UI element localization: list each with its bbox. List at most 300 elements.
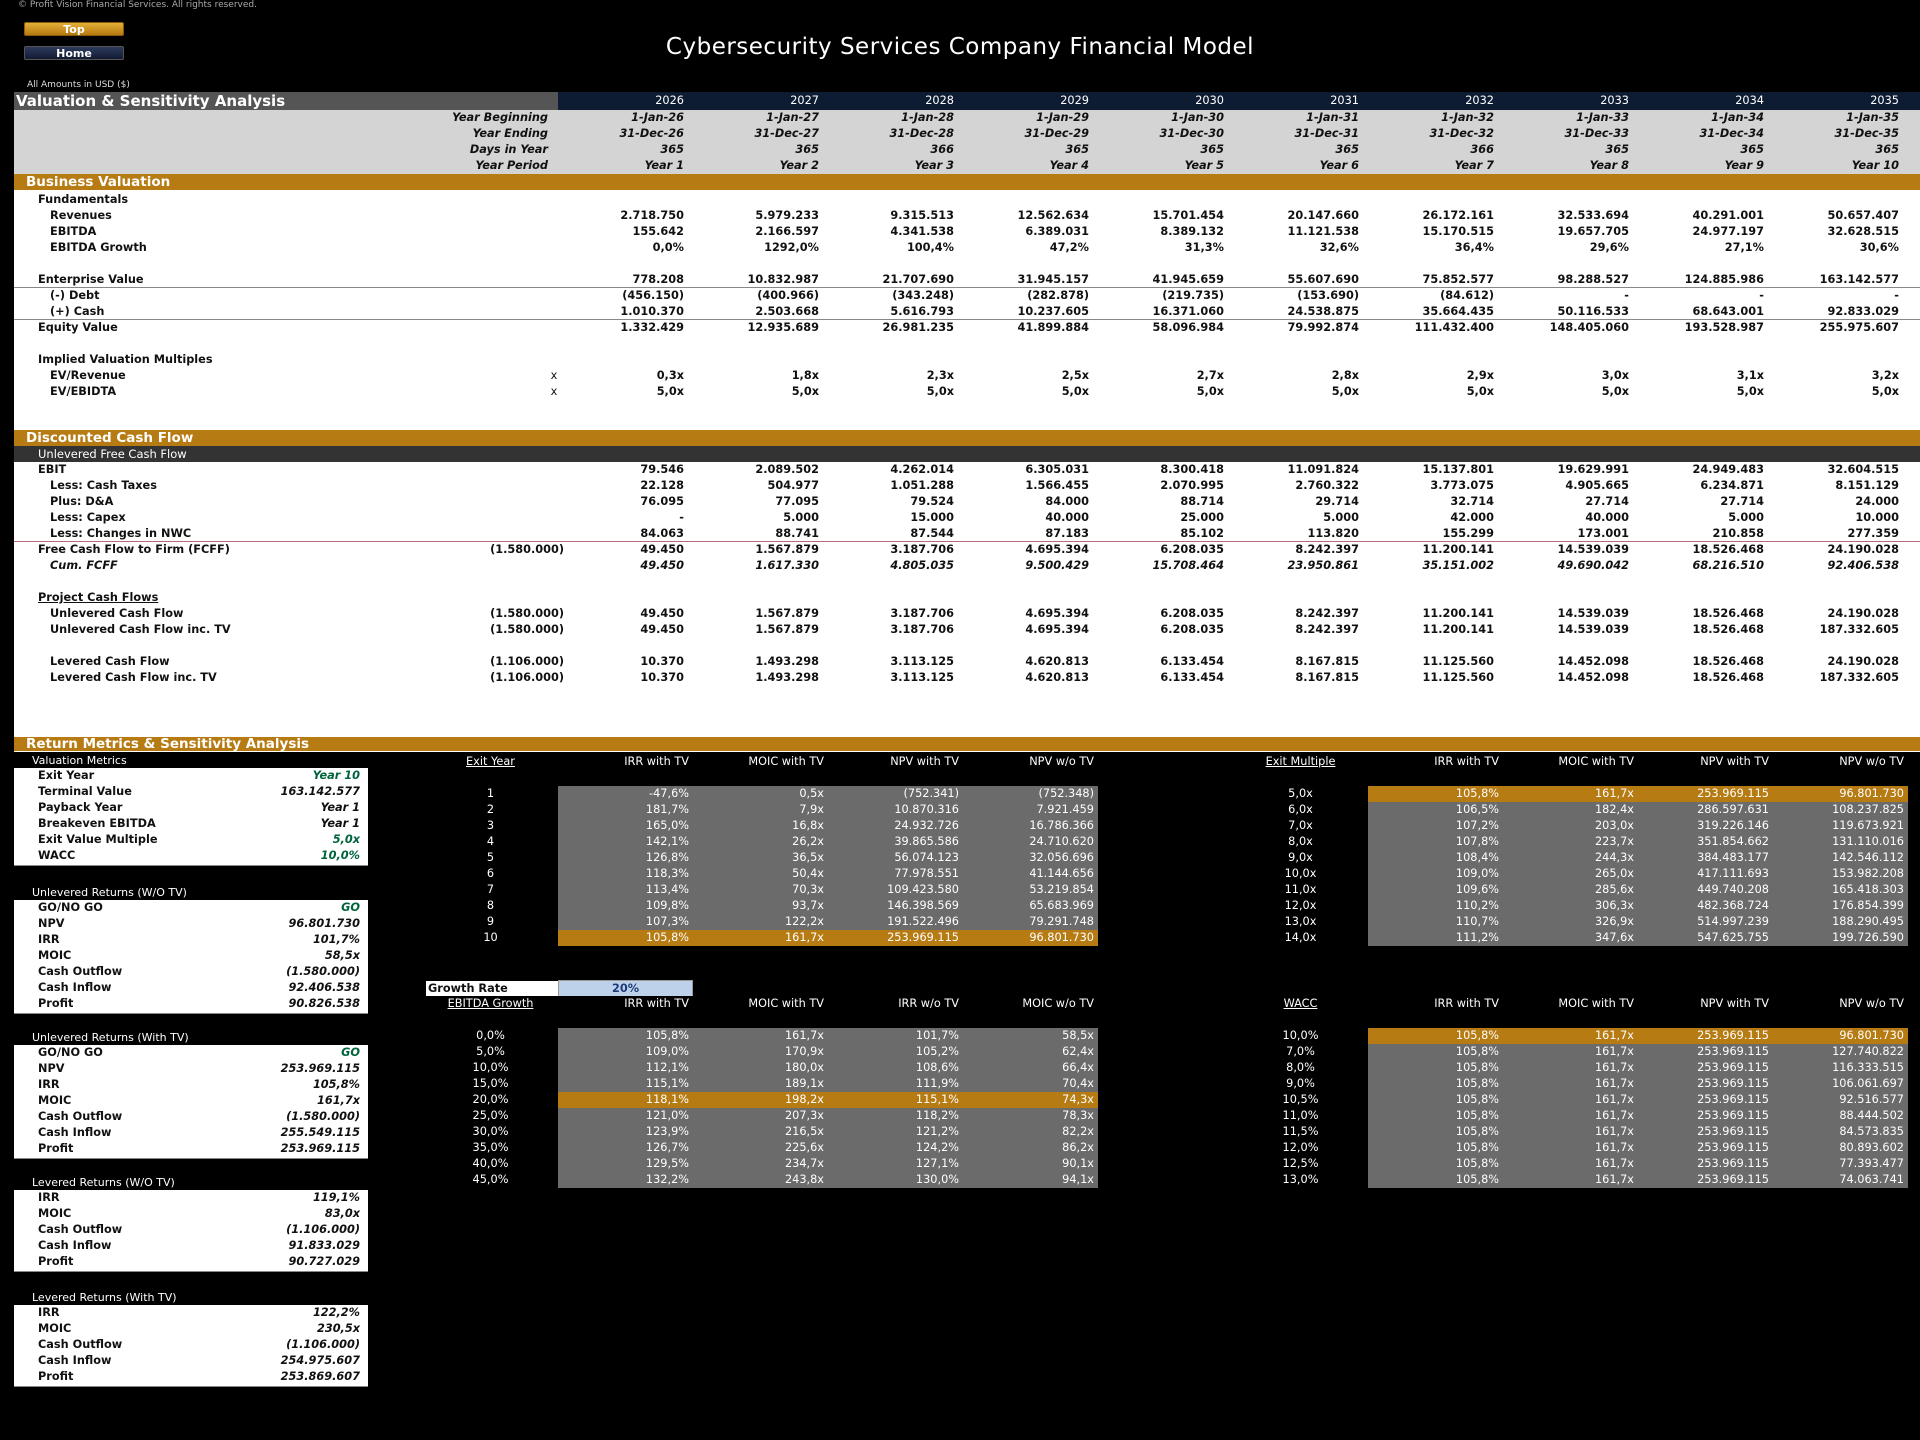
table-cell: 10,0% — [1282, 1029, 1319, 1042]
value-cell: 11.091.824 — [1287, 463, 1359, 476]
value-cell: 1-Jan-32 — [1441, 111, 1494, 124]
table-cell: 35,0% — [472, 1141, 509, 1154]
value-cell: 2,8x — [1331, 369, 1359, 382]
value-cell: 1-Jan-33 — [1576, 111, 1629, 124]
column-header: NPV with TV — [890, 755, 959, 768]
value-cell: 5.616.793 — [890, 305, 954, 318]
period-row — [14, 142, 1920, 158]
value-cell: 27.714 — [1720, 495, 1764, 508]
cash-row — [14, 304, 1920, 320]
metric-row — [14, 1061, 368, 1077]
value-cell: 50.116.533 — [1557, 305, 1629, 318]
value-cell: 2.503.668 — [755, 305, 819, 318]
value-cell: 49.450 — [640, 559, 684, 572]
value-cell: 6.133.454 — [1160, 671, 1224, 684]
table-cell: 106,5% — [1455, 803, 1499, 816]
year-label: 2034 — [1735, 94, 1764, 107]
value-cell: 35.151.002 — [1422, 559, 1494, 572]
value-cell: 0,3x — [656, 369, 684, 382]
value-cell: 10.000 — [1855, 511, 1899, 524]
metric-value: GO — [341, 901, 360, 914]
metric-row — [14, 1045, 368, 1061]
metric-row — [14, 800, 368, 816]
table-cell: 11,0x — [1284, 883, 1317, 896]
table-cell: 109,0% — [645, 1045, 689, 1058]
table-cell: 107,8% — [1455, 835, 1499, 848]
value-cell: 3,2x — [1871, 369, 1899, 382]
column-header: MOIC with TV — [748, 755, 824, 768]
metric-label: Profit — [38, 1370, 74, 1383]
value-cell: 10.370 — [640, 655, 684, 668]
table-cell: 253.969.115 — [1697, 1141, 1769, 1154]
cum-fcff-row — [14, 558, 1920, 574]
metric-label: Exit Year — [38, 769, 95, 782]
value-cell: 6.133.454 — [1160, 655, 1224, 668]
growth-rate-label: Growth Rate — [426, 981, 570, 997]
section-header-label: Business Valuation — [26, 174, 171, 190]
adjustment-row — [14, 478, 1920, 494]
metric-row — [14, 832, 368, 848]
metric-value: 163.142.577 — [280, 785, 360, 798]
value-cell: 15.701.454 — [1152, 209, 1224, 222]
table-cell: 7,0x — [1288, 819, 1313, 832]
value-cell: 155.299 — [1442, 527, 1494, 540]
value-cell: 366 — [1470, 143, 1494, 156]
table-cell: 351.854.662 — [1697, 835, 1769, 848]
value-cell: 3.187.706 — [890, 623, 954, 636]
table-cell: 124,2% — [915, 1141, 959, 1154]
period-label: Days in Year — [469, 143, 548, 156]
section-header-label: Return Metrics & Sensitivity Analysis — [26, 736, 310, 752]
table-cell: 93,7x — [792, 899, 824, 912]
table-cell: 12,0x — [1284, 899, 1317, 912]
value-cell: 75.852.577 — [1422, 273, 1494, 286]
value-cell: 6.208.035 — [1160, 543, 1224, 556]
value-cell: (400.966) — [757, 289, 819, 302]
table-cell: 118,1% — [645, 1093, 689, 1106]
metric-label: GO/NO GO — [38, 901, 103, 914]
value-cell: 1.010.370 — [620, 305, 684, 318]
metric-value: GO — [341, 1046, 360, 1059]
value-cell: - — [679, 511, 684, 524]
value-cell: 2.089.502 — [755, 463, 819, 476]
value-cell: 14.452.098 — [1557, 671, 1629, 684]
value-cell: 2.070.995 — [1160, 479, 1224, 492]
value-cell: 2,7x — [1196, 369, 1224, 382]
page-title: Cybersecurity Services Company Financial Model — [665, 34, 1255, 60]
value-cell: 49.690.042 — [1557, 559, 1629, 572]
table-cell: 161,7x — [1594, 1093, 1634, 1106]
value-cell: 92.406.538 — [1827, 559, 1899, 572]
table-cell: 7,0% — [1286, 1045, 1315, 1058]
value-cell: 365 — [1605, 143, 1629, 156]
table-cell: 176.854.399 — [1832, 899, 1904, 912]
table-cell: 126,8% — [645, 851, 689, 864]
value-cell: 32.714 — [1450, 495, 1494, 508]
value-cell: (343.248) — [892, 289, 954, 302]
row-label: Revenues — [50, 209, 112, 222]
value-cell: 2.718.750 — [620, 209, 684, 222]
metric-value: 230,5x — [316, 1322, 360, 1335]
metric-row — [14, 1369, 368, 1385]
metric-row — [14, 1254, 368, 1270]
metric-value: 10,0% — [320, 849, 360, 862]
column-header: Exit Multiple — [1265, 755, 1336, 768]
value-cell: 31-Dec-30 — [1159, 127, 1224, 140]
value-cell: 11.200.141 — [1422, 607, 1494, 620]
value-cell: 8.242.397 — [1295, 607, 1359, 620]
value-cell: 365 — [1335, 143, 1359, 156]
value-cell: (219.735) — [1162, 289, 1224, 302]
table-cell: 306,3x — [1594, 899, 1634, 912]
value-cell: 1.566.455 — [1025, 479, 1089, 492]
table-cell: 16.786.366 — [1029, 819, 1094, 832]
table-cell: 101,7% — [915, 1029, 959, 1042]
pcf-title — [14, 590, 1920, 606]
value-cell: 365 — [1740, 143, 1764, 156]
value-cell: 14.539.039 — [1557, 607, 1629, 620]
value-cell: 1-Jan-27 — [766, 111, 819, 124]
value-cell: 4.695.394 — [1025, 607, 1089, 620]
table-cell: 53.219.854 — [1029, 883, 1094, 896]
table-cell: 347,6x — [1594, 931, 1634, 944]
ebit-row — [14, 462, 1920, 478]
metric-label: Cash Inflow — [38, 1354, 112, 1367]
table-cell: 161,7x — [1594, 1061, 1634, 1074]
column-header: NPV with TV — [1700, 755, 1769, 768]
metric-label: Cash Inflow — [38, 1239, 112, 1252]
table-cell: 482.368.724 — [1697, 899, 1769, 912]
table-cell: 90,1x — [1062, 1157, 1094, 1170]
value-cell: 124.885.986 — [1684, 273, 1764, 286]
metric-row — [14, 848, 368, 864]
table-cell: 45,0% — [472, 1173, 509, 1186]
table-cell: 112,1% — [645, 1061, 689, 1074]
metric-row — [14, 1125, 368, 1141]
panel-divider — [14, 1157, 368, 1159]
dcf-header — [14, 430, 1920, 446]
table-cell: 105,8% — [1455, 1157, 1499, 1170]
business-valuation-header — [14, 174, 1920, 190]
value-cell: 9.315.513 — [890, 209, 954, 222]
metric-label: MOIC — [38, 1322, 72, 1335]
value-cell: 4.695.394 — [1025, 623, 1089, 636]
initial-cell: (1.580.000) — [490, 543, 564, 556]
value-cell: 8.167.815 — [1295, 671, 1359, 684]
metric-label: Cash Outflow — [38, 1223, 123, 1236]
value-cell: Year 5 — [1184, 159, 1224, 172]
table-cell: 253.969.115 — [1697, 1045, 1769, 1058]
row-label: Unlevered Cash Flow — [50, 607, 184, 620]
row-label: Unlevered Cash Flow inc. TV — [50, 623, 231, 636]
column-header: IRR with TV — [1434, 997, 1499, 1010]
table-cell: 40,0% — [472, 1157, 509, 1170]
metrics-panel — [14, 754, 368, 866]
row-label: EBIT — [38, 463, 67, 476]
value-cell: 1292,0% — [764, 241, 819, 254]
table-cell: 8 — [486, 899, 495, 912]
top-button[interactable]: Top — [24, 22, 124, 36]
period-label: Year Beginning — [452, 111, 548, 124]
table-cell: 105,8% — [1455, 1029, 1499, 1042]
row-label: Less: Capex — [50, 511, 126, 524]
table-cell: 244,3x — [1594, 851, 1634, 864]
table-cell: 74.063.741 — [1839, 1173, 1904, 1186]
table-cell: 4 — [486, 835, 495, 848]
table-cell: 161,7x — [1594, 1173, 1634, 1186]
column-header: NPV with TV — [1700, 997, 1769, 1010]
lcf-row — [14, 670, 1920, 686]
value-cell: 11.125.560 — [1422, 671, 1494, 684]
value-cell: 1.567.879 — [755, 623, 819, 636]
metric-label: Profit — [38, 1142, 74, 1155]
debt-row — [14, 288, 1920, 304]
value-cell: 32,6% — [1319, 241, 1359, 254]
value-cell: 5.000 — [1323, 511, 1359, 524]
table-cell: 115,1% — [915, 1093, 959, 1106]
value-cell: 113.820 — [1307, 527, 1359, 540]
metric-row — [14, 1238, 368, 1254]
metric-value: 119,1% — [312, 1191, 360, 1204]
period-row — [14, 158, 1920, 174]
table-cell: 106.061.697 — [1832, 1077, 1904, 1090]
metric-label: Exit Value Multiple — [38, 833, 158, 846]
table-cell: 77.978.551 — [894, 867, 959, 880]
value-cell: 30,6% — [1859, 241, 1899, 254]
table-cell: 116.333.515 — [1832, 1061, 1904, 1074]
value-cell: 1,8x — [791, 369, 819, 382]
value-cell: 84.063 — [640, 527, 684, 540]
column-header: NPV w/o TV — [1839, 755, 1904, 768]
table-cell: 161,7x — [1594, 787, 1634, 800]
value-cell: Year 8 — [1589, 159, 1629, 172]
metric-label: Cash Outflow — [38, 1110, 123, 1123]
value-cell: Year 1 — [644, 159, 684, 172]
value-cell: 26.981.235 — [882, 321, 954, 334]
table-cell: 253.969.115 — [1697, 1109, 1769, 1122]
row-label: EBITDA Growth — [50, 241, 147, 254]
value-cell: 49.450 — [640, 543, 684, 556]
year-label: 2028 — [925, 94, 954, 107]
table-cell: 191.522.496 — [887, 915, 959, 928]
value-cell: 2.166.597 — [755, 225, 819, 238]
value-cell: 5,0x — [1871, 385, 1899, 398]
value-cell: 79.546 — [640, 463, 684, 476]
table-cell: 36,5x — [792, 851, 824, 864]
table-cell: 223,7x — [1594, 835, 1634, 848]
table-cell: 121,2% — [915, 1125, 959, 1138]
table-cell: 9 — [486, 915, 495, 928]
year-label: 2027 — [790, 94, 819, 107]
value-cell: 15.170.515 — [1422, 225, 1494, 238]
period-label: Year Ending — [472, 127, 548, 140]
table-cell: 129,5% — [645, 1157, 689, 1170]
metric-value: 58,5x — [324, 949, 360, 962]
pcf-row — [14, 606, 1920, 622]
metric-value: 90.727.029 — [288, 1255, 360, 1268]
table-cell: 7.921.459 — [1036, 803, 1094, 816]
value-cell: 366 — [930, 143, 954, 156]
value-cell: 365 — [1200, 143, 1224, 156]
metrics-panel — [14, 1176, 368, 1272]
value-cell: 29,6% — [1589, 241, 1629, 254]
value-cell: 18.526.468 — [1692, 623, 1764, 636]
table-cell: 234,7x — [784, 1157, 824, 1170]
table-cell: 109,6% — [1455, 883, 1499, 896]
row-label: Implied Valuation Multiples — [38, 353, 213, 366]
table-cell: 58,5x — [1062, 1029, 1094, 1042]
metric-value: 96.801.730 — [288, 917, 360, 930]
value-cell: Year 10 — [1851, 159, 1899, 172]
value-cell: 24.538.875 — [1287, 305, 1359, 318]
value-cell: 3.187.706 — [890, 543, 954, 556]
year-header-row — [14, 92, 1920, 110]
data-row — [14, 208, 1920, 224]
metric-value: 90.826.538 — [288, 997, 360, 1010]
metric-row — [14, 784, 368, 800]
table-cell: 39.865.586 — [894, 835, 959, 848]
metrics-panel — [14, 1291, 368, 1387]
table-cell: 10.870.316 — [894, 803, 959, 816]
table-cell: 32.056.696 — [1029, 851, 1094, 864]
value-cell: 11.121.538 — [1287, 225, 1359, 238]
value-cell: 365 — [1065, 143, 1089, 156]
column-header: IRR with TV — [624, 755, 689, 768]
value-cell: Year 9 — [1724, 159, 1764, 172]
panel-divider — [14, 1270, 368, 1272]
value-cell: 24.000 — [1855, 495, 1899, 508]
table-cell: 9,0x — [1288, 851, 1313, 864]
value-cell: 10.370 — [640, 671, 684, 684]
table-cell: 70,3x — [792, 883, 824, 896]
metric-row — [14, 1077, 368, 1093]
table-cell: 146.398.569 — [887, 899, 959, 912]
table-cell: 253.969.115 — [1697, 1061, 1769, 1074]
value-cell: 68.216.510 — [1692, 559, 1764, 572]
panel-title: Levered Returns (With TV) — [14, 1291, 368, 1305]
value-cell: 19.657.705 — [1557, 225, 1629, 238]
metric-value: 253.969.115 — [280, 1062, 360, 1075]
value-cell: 1.493.298 — [755, 671, 819, 684]
table-cell: 170,9x — [784, 1045, 824, 1058]
row-label: Fundamentals — [38, 193, 129, 206]
value-cell: 32.628.515 — [1827, 225, 1899, 238]
value-cell: 12.562.634 — [1017, 209, 1089, 222]
value-cell: 5.000 — [783, 511, 819, 524]
panel-divider — [14, 864, 368, 866]
table-cell: 118,2% — [915, 1109, 959, 1122]
metric-value: 255.549.115 — [280, 1126, 360, 1139]
year-label: 2032 — [1465, 94, 1494, 107]
sensitivity-table-wacc — [1233, 996, 1908, 1188]
value-cell: 1-Jan-30 — [1171, 111, 1224, 124]
value-cell: 31.945.157 — [1017, 273, 1089, 286]
year-label: 2033 — [1600, 94, 1629, 107]
data-row — [14, 224, 1920, 240]
value-cell: 35.664.435 — [1422, 305, 1494, 318]
value-cell: Year 3 — [914, 159, 954, 172]
value-cell: 1-Jan-29 — [1036, 111, 1089, 124]
unit-cell: x — [550, 369, 558, 382]
metric-label: Terminal Value — [38, 785, 132, 798]
table-cell: 111,2% — [1455, 931, 1499, 944]
value-cell: 14.452.098 — [1557, 655, 1629, 668]
pcf-row — [14, 622, 1920, 638]
table-cell: 12,5% — [1282, 1157, 1319, 1170]
value-cell: 31-Dec-32 — [1429, 127, 1494, 140]
table-cell: 132,2% — [645, 1173, 689, 1186]
value-cell: 5,0x — [1331, 385, 1359, 398]
value-cell: 3,0x — [1601, 369, 1629, 382]
table-cell: 10 — [483, 931, 498, 944]
growth-rate-input[interactable]: 20% — [558, 980, 693, 998]
table-cell: 109,8% — [645, 899, 689, 912]
metric-label: MOIC — [38, 949, 72, 962]
value-cell: 68.643.001 — [1692, 305, 1764, 318]
value-cell: 187.332.605 — [1819, 623, 1899, 636]
table-cell: 0,0% — [476, 1029, 505, 1042]
initial-cell: (1.106.000) — [490, 655, 564, 668]
value-cell: 87.183 — [1045, 527, 1089, 540]
initial-cell: (1.106.000) — [490, 671, 564, 684]
value-cell: 100,4% — [906, 241, 954, 254]
sensitivity-table-exit-year — [423, 754, 1098, 946]
value-cell: - — [1624, 289, 1629, 302]
column-header: WACC — [1283, 997, 1318, 1010]
value-cell: 18.526.468 — [1692, 655, 1764, 668]
table-cell: 10,0% — [472, 1061, 509, 1074]
table-cell: 107,3% — [645, 915, 689, 928]
initial-cell: (1.580.000) — [490, 623, 564, 636]
row-label: Levered Cash Flow — [50, 655, 170, 668]
value-cell: 193.528.987 — [1684, 321, 1764, 334]
column-header: MOIC with TV — [1558, 997, 1634, 1010]
value-cell: 365 — [660, 143, 684, 156]
metric-row — [14, 964, 368, 980]
value-cell: 1.332.429 — [620, 321, 684, 334]
table-cell: 30,0% — [472, 1125, 509, 1138]
value-cell: 255.975.607 — [1819, 321, 1899, 334]
value-cell: 16.371.060 — [1152, 305, 1224, 318]
table-cell: 8,0% — [1286, 1061, 1315, 1074]
table-cell: 122,2x — [784, 915, 824, 928]
value-cell: 19.629.991 — [1557, 463, 1629, 476]
value-cell: 3.113.125 — [890, 655, 954, 668]
table-cell: 16,8x — [792, 819, 824, 832]
table-cell: 86,2x — [1062, 1141, 1094, 1154]
table-cell: 121,0% — [645, 1109, 689, 1122]
table-cell: 207,3x — [784, 1109, 824, 1122]
table-cell: 115,1% — [645, 1077, 689, 1090]
return-metrics-header — [14, 737, 1920, 751]
panel-title: Unlevered Returns (With TV) — [14, 1031, 368, 1045]
table-cell: 105,8% — [1455, 1077, 1499, 1090]
metric-value: 5,0x — [332, 833, 360, 846]
table-cell: 253.969.115 — [1697, 1173, 1769, 1186]
fcf-subheader — [14, 446, 1920, 462]
metric-value: (1.580.000) — [286, 1110, 360, 1123]
home-button[interactable]: Home — [24, 46, 124, 60]
table-cell: 253.969.115 — [1697, 1157, 1769, 1170]
table-cell: 253.969.115 — [1697, 1077, 1769, 1090]
value-cell: 88.714 — [1180, 495, 1224, 508]
table-cell: 24.710.620 — [1029, 835, 1094, 848]
table-cell: 15,0% — [472, 1077, 509, 1090]
value-cell: 92.833.029 — [1827, 305, 1899, 318]
metric-value: 105,8% — [312, 1078, 360, 1091]
table-cell: 105,8% — [1455, 1125, 1499, 1138]
table-cell: 198,2x — [784, 1093, 824, 1106]
